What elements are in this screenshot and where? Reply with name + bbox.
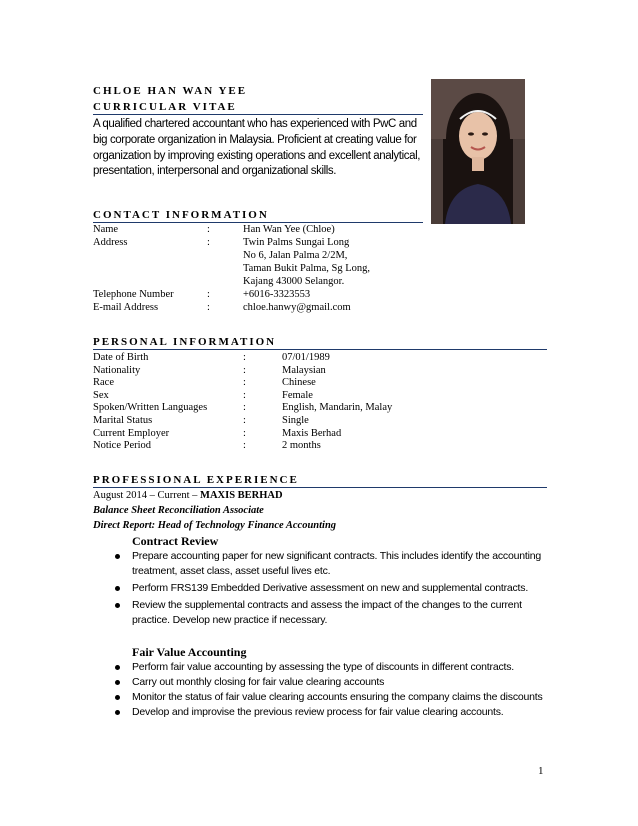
bullet-item	[113, 660, 553, 675]
contact-label: E-mail Address	[93, 302, 159, 313]
job-period	[93, 490, 283, 502]
address-line: Taman Bukit Palma, Sg Long,	[243, 263, 371, 274]
contact-label: Name	[93, 224, 119, 235]
bullet-item	[113, 549, 553, 579]
address-line: Kajang 43000 Selangor.	[243, 276, 345, 287]
personal-heading: PERSONAL INFORMATION	[93, 336, 277, 348]
bullet-item	[113, 598, 553, 628]
contact-divider	[93, 222, 423, 223]
colon: :	[207, 302, 210, 313]
experience-divider	[93, 487, 547, 488]
address-line: No 6, Jalan Palma 2/2M,	[243, 250, 348, 261]
contact-heading: CONTACT INFORMATION	[93, 209, 269, 221]
profile-summary: A qualified chartered accountant who has experienced with PwC and big corporate organization in Malaysia. Proficient at creating value for organization by improving existing operations and excellent analytical, presentation, interpersonal and organizational skills.	[93, 118, 421, 178]
bullet-item	[113, 675, 553, 690]
personal-value: Female	[282, 389, 313, 401]
colon: :	[243, 427, 246, 439]
personal-value: Chinese	[282, 377, 316, 389]
contract-review-list	[113, 549, 553, 630]
bullet-icon	[115, 554, 120, 559]
bullet-icon	[115, 695, 120, 700]
personal-value: 2 months	[282, 440, 321, 452]
section-title-contract-review: Contract Review	[132, 534, 219, 548]
contact-label: Address	[93, 237, 128, 248]
company-name: MAXIS BERHAD	[200, 490, 283, 501]
experience-heading: PROFESSIONAL EXPERIENCE	[93, 474, 299, 486]
bullet-icon	[115, 710, 120, 715]
contact-value: Han Wan Yee (Chloe)	[243, 224, 335, 235]
colon: :	[243, 377, 246, 389]
candidate-name: CHLOE HAN WAN YEE	[93, 85, 248, 97]
personal-value: Malaysian	[282, 364, 326, 376]
colon: :	[243, 389, 246, 401]
bullet-item	[113, 581, 553, 596]
contact-label: Telephone Number	[93, 289, 174, 300]
bullet-text: Develop and improvise the previous review process for fair value clearing accounts.	[132, 706, 504, 718]
contact-value: +6016-3323553	[243, 289, 311, 300]
colon: :	[243, 415, 246, 426]
colon: :	[243, 352, 246, 363]
email-link[interactable]: chloe.hanwy@gmail.com	[243, 302, 351, 313]
colon: :	[243, 440, 246, 452]
colon: :	[207, 237, 210, 248]
header-divider	[93, 114, 423, 115]
personal-divider	[93, 349, 547, 350]
personal-value: English, Mandarin, Malay	[282, 402, 393, 414]
personal-label: Current Employer	[93, 427, 170, 439]
bullet-item	[113, 705, 553, 720]
bullet-text: Monitor the status of fair value clearing accounts ensuring the company claims the discounts	[132, 691, 543, 703]
bullet-icon	[115, 665, 120, 670]
page-number: 1	[538, 765, 544, 777]
bullet-icon	[115, 603, 120, 608]
fair-value-list	[113, 660, 553, 720]
personal-label: Notice Period	[93, 440, 152, 452]
direct-report: Direct Report: Head of Technology Finance Accounting	[93, 520, 337, 531]
colon: :	[207, 289, 210, 300]
section-title-fair-value: Fair Value Accounting	[132, 645, 247, 659]
bullet-icon	[115, 680, 120, 685]
colon: :	[207, 224, 210, 235]
bullet-text: Prepare accounting paper for new significant contracts. This includes identify the accounting treatment, asset class, asset useful lives etc.	[132, 550, 542, 577]
bullet-item	[113, 690, 553, 705]
job-dates: August 2014 – Current –	[93, 490, 201, 501]
personal-value: Single	[282, 415, 309, 426]
personal-label: Spoken/Written Languages	[93, 402, 208, 414]
personal-label: Race	[93, 377, 114, 389]
bullet-text: Perform fair value accounting by assessing the type of discounts in different contracts.	[132, 661, 515, 673]
bullet-text: Carry out monthly closing for fair value clearing accounts	[132, 676, 385, 688]
bullet-text: Review the supplemental contracts and assess the impact of the changes to the current practice. Develop new practice if necessary.	[132, 599, 522, 626]
personal-value: Maxis Berhad	[282, 427, 342, 439]
bullet-icon	[115, 586, 120, 591]
colon: :	[243, 364, 246, 376]
personal-label: Nationality	[93, 364, 141, 376]
personal-label: Date of Birth	[93, 352, 149, 363]
personal-value: 07/01/1989	[282, 352, 330, 363]
bullet-text: Perform FRS139 Embedded Derivative assessment on new and supplemental contracts.	[132, 582, 529, 594]
personal-label: Sex	[93, 389, 109, 401]
job-position: Balance Sheet Reconciliation Associate	[93, 505, 264, 516]
document-title: CURRICULAR VITAE	[93, 101, 237, 113]
personal-label: Marital Status	[93, 415, 153, 426]
portrait-image	[431, 79, 525, 224]
colon: :	[243, 402, 246, 414]
profile-photo	[431, 79, 525, 224]
contact-value: Twin Palms Sungai Long	[243, 237, 350, 248]
